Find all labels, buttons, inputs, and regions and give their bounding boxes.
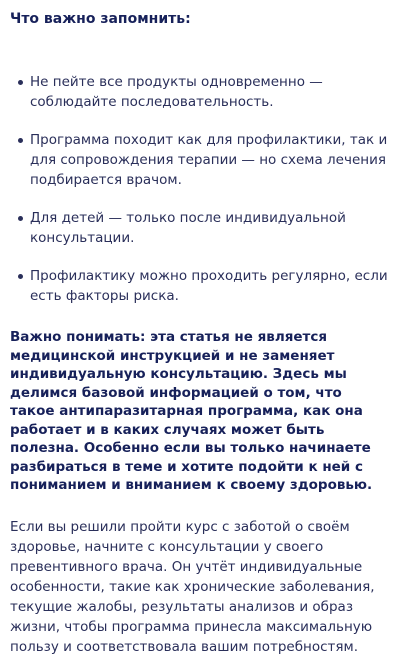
consultation-paragraph: Если вы решили пройти курс с заботой о своём здоровье, начните с консультации у своего превентивного врача. Он учтёт индивидуальные особенности, такие как хронические заболевания, текущие жалобы, результаты анализов и образ жизни, чтобы программа принесла максимальную пользу и соответствовала вашим потребностям. [10,518,375,655]
list-item [10,266,390,306]
bullet-icon [18,80,23,85]
list-item [10,130,390,190]
list-item-text: Профилактику можно проходить регулярно, если есть факторы риска. [30,268,388,304]
list-item [10,72,390,112]
list-item-text: Программа походит как для профилактики, так и для сопровождения терапии — но схема лечения подбирается врачом. [30,132,388,188]
list-item-text: Для детей — только после индивидуальной консультации. [30,210,346,246]
list-item [10,208,390,248]
bullet-icon [18,216,23,221]
reminder-list [10,72,390,306]
important-note: Важно понимать: эта статья не является медицинской инструкцией и не заменяет индивидуальную консультацию. Здесь мы делимся базовой информацией о том, что такое антипаразитарная программа, как она работает и в каких случаях может быть полезна. Особенно если вы только начинаете разбираться в теме и хотите подойти к ней с пониманием и вниманием к своему здоровью. [10,329,373,493]
bullet-icon [18,138,23,143]
list-item-text: Не пейте все продукты одновременно — соблюдайте последовательность. [30,74,323,110]
bullet-icon [18,274,23,279]
section-heading: Что важно запомнить: [10,11,191,27]
